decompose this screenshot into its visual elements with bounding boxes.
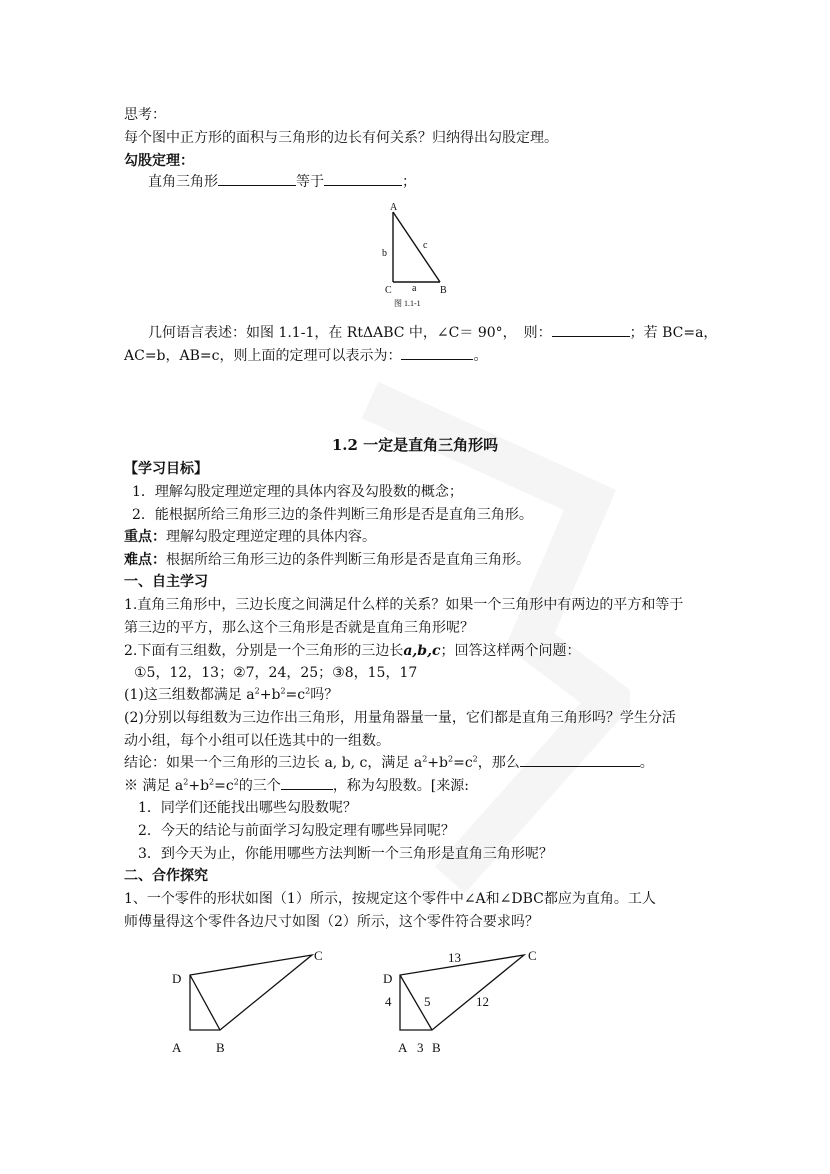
sup-5: 2 — [448, 754, 454, 764]
fig-label-A: A — [390, 202, 398, 213]
extra-question-3: 3．到今天为止，你能用哪些方法判断一个三角形是直角三角形呢？ — [138, 846, 553, 862]
key-text: 理解勾股定理逆定理的具体内容。 — [166, 529, 376, 545]
fig2-D: D — [383, 971, 393, 986]
fig-label-C: C — [385, 285, 392, 296]
geometry-line-2-a: AC=b，AB=c，则上面的定理可以表示为： — [124, 348, 402, 364]
fig1-B: B — [216, 1040, 225, 1055]
fig2-label-AB: 3 — [417, 1040, 424, 1055]
key-label: 重点： — [124, 529, 166, 545]
difficulty-label: 难点： — [124, 552, 166, 568]
geometry-line-1 — [148, 322, 717, 342]
note-blank[interactable] — [281, 777, 333, 790]
self-study-heading: 一、自主学习 — [124, 574, 208, 590]
fig2-label-DC: 13 — [448, 950, 461, 965]
goal-1: 1．理解勾股定理逆定理的具体内容及勾股数的概念； — [132, 484, 463, 500]
sup-9: 2 — [233, 777, 239, 787]
fig-label-a: a — [412, 283, 417, 294]
conclusion-e: 。 — [639, 755, 654, 771]
goal-2: 2．能根据所给三角形三边的条件判断三角形是否是直角三角形。 — [132, 507, 533, 523]
cooperate-heading: 二、合作探究 — [124, 868, 208, 884]
cooperate-line-1: 1、一个零件的形状如图（1）所示，按规定这个零件中∠A和∠DBC都应为直角。工人 — [124, 891, 656, 907]
difficulty-text: 根据所给三角形三边的条件判断三角形是否是直角三角形。 — [166, 552, 530, 568]
sub-question-2-line-1: (2)分别以每组数为三边作出三角形，用量角器量一量，它们都是直角三角形吗？学生分活 — [124, 710, 676, 726]
fig1-D: D — [172, 971, 182, 986]
fig-label-B: B — [440, 285, 447, 296]
note-e: ，称为勾股数。[来源: — [332, 778, 469, 794]
conclusion-a: 结论：如果一个三角形的三边长 a, b, c，满足 a — [124, 755, 423, 771]
fig-caption: 图 1.1-1 — [394, 299, 421, 308]
fig2-A: A — [398, 1040, 408, 1055]
sub-question-1 — [124, 684, 338, 704]
fig-label-b: b — [382, 248, 387, 259]
conclusion-blank[interactable] — [520, 754, 640, 767]
sub1-d: 吗？ — [310, 687, 339, 703]
extra-question-2: 2．今天的结论与前面学习勾股定理有哪些异同呢？ — [138, 823, 455, 839]
extra-question-1: 1．同学们还能找出哪些勾股数呢？ — [138, 800, 357, 816]
theorem-mid: 等于 — [296, 174, 324, 190]
conclusion — [124, 752, 654, 772]
q2-vars: a,b,c — [403, 643, 441, 659]
section-title: 1.2 一定是直角三角形吗 — [331, 436, 499, 454]
right-triangle-figure — [370, 198, 470, 313]
key-point — [124, 526, 376, 546]
conclusion-b: +b — [427, 755, 448, 771]
part-figure-1 — [160, 940, 340, 1060]
sup-2: 2 — [280, 686, 286, 696]
fig1-A: A — [172, 1040, 182, 1055]
sup-6: 2 — [472, 754, 478, 764]
fig2-label-AD: 4 — [385, 994, 392, 1009]
fig2-label-BC: 12 — [476, 994, 489, 1009]
delta-symbol: Δ — [362, 325, 374, 341]
sub-question-2-line-2: 动小组，每个小组可以任选其中的一组数。 — [124, 733, 390, 749]
conclusion-c: =c — [453, 755, 473, 771]
theorem-blank-2[interactable] — [324, 173, 402, 186]
q2-line-1 — [124, 640, 581, 660]
sup-3: 2 — [305, 686, 311, 696]
thinking-label: 思考： — [124, 107, 166, 123]
note-d: 的三个 — [238, 778, 281, 794]
q2-text-a: 2.下面有三组数，分别是一个三角形的三边长 — [124, 643, 404, 659]
conclusion-d: ，那么 — [477, 755, 520, 771]
sub1-a: (1)这三组数都满足 a — [124, 687, 255, 703]
theorem-line — [148, 171, 416, 191]
geometry-blank-1[interactable] — [552, 324, 630, 337]
sup-1: 2 — [254, 686, 260, 696]
goals-heading: 【学习目标】 — [124, 461, 208, 477]
theorem-end: ； — [402, 174, 416, 190]
fig2-label-BD: 5 — [424, 994, 431, 1009]
geometry-line-1-c: ；若 BC=a， — [629, 325, 718, 341]
sup-4: 2 — [422, 754, 428, 764]
fig2-B: B — [432, 1040, 441, 1055]
difficulty-point — [124, 549, 530, 569]
q1-line-2: 第三边的平方，那么这个三角形是否就是直角三角形呢？ — [124, 620, 474, 636]
fig-label-c: c — [423, 240, 428, 251]
sub1-b: +b — [259, 687, 281, 703]
pythagorean-triple-note — [124, 775, 469, 795]
note-b: +b — [188, 778, 210, 794]
geometry-blank-2[interactable] — [401, 347, 473, 360]
number-groups: ①5，12，13；②7，24，25；③8，15，17 — [134, 665, 418, 681]
geometry-line-1-a: 几何语言表述：如图 1.1-1，在 Rt — [148, 325, 363, 341]
note-c: =c — [214, 778, 234, 794]
geometry-line-1-b: ABC 中，∠C＝ 90°， 则： — [373, 325, 552, 341]
fig2-C: C — [528, 948, 537, 963]
cooperate-line-2: 师傅量得这个零件各边尺寸如图（2）所示，这个零件符合要求吗？ — [124, 914, 539, 930]
sub1-c: =c — [285, 687, 306, 703]
theorem-prefix: 直角三角形 — [148, 174, 218, 190]
theorem-blank-1[interactable] — [218, 173, 296, 186]
sup-7: 2 — [183, 777, 189, 787]
thinking-question: 每个图中正方形的面积与三角形的边长有何关系？归纳得出勾股定理。 — [124, 130, 558, 146]
part-figure-2 — [380, 940, 560, 1060]
sup-8: 2 — [209, 777, 215, 787]
geometry-line-2-b: 。 — [473, 348, 488, 364]
fig1-C: C — [314, 948, 323, 963]
note-a: ※ 满足 a — [124, 778, 184, 794]
theorem-heading: 勾股定理： — [124, 153, 194, 169]
q2-text-b: ；回答这样两个问题： — [440, 643, 581, 659]
geometry-line-2 — [124, 345, 487, 365]
q1-line-1: 1.直角三角形中，三边长度之间满足什么样的关系？如果一个三角形中有两边的平方和等于 — [124, 597, 684, 613]
